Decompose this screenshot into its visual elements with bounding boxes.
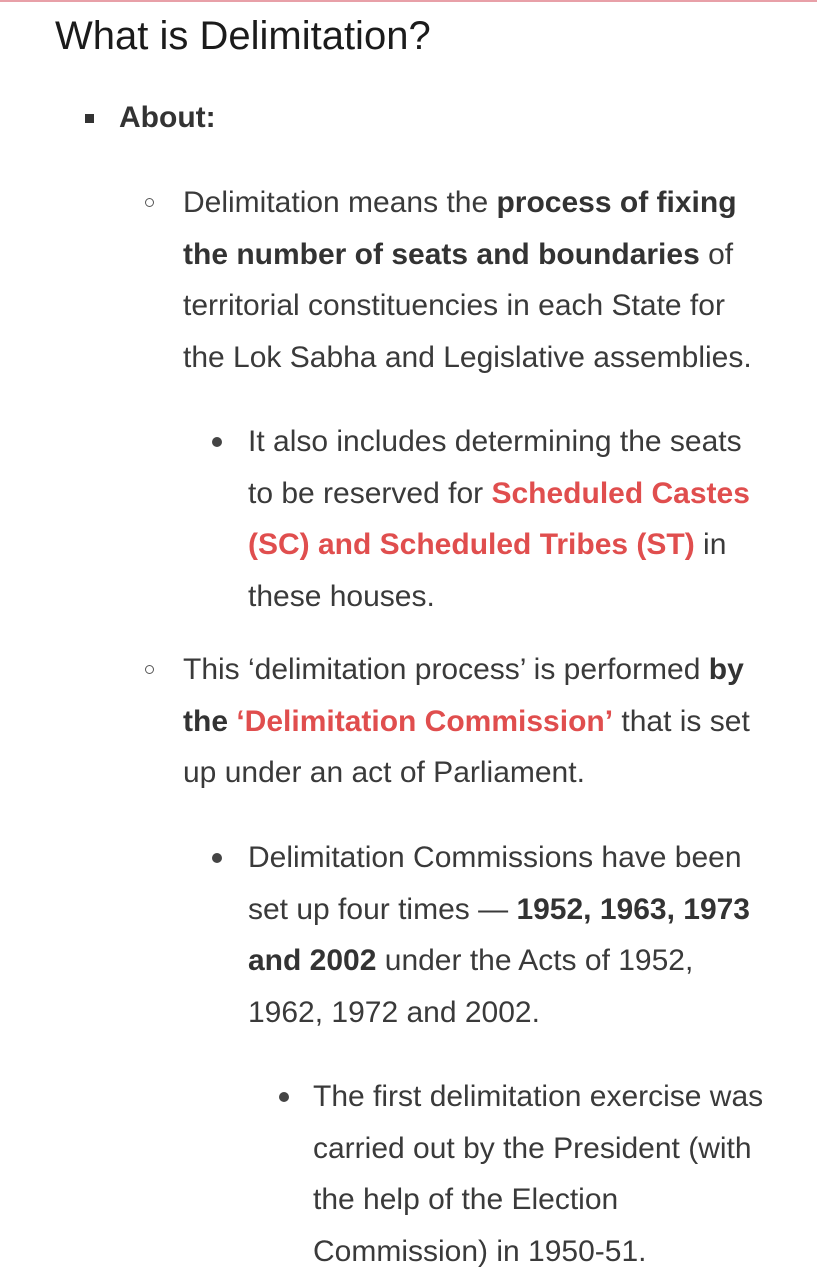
square-bullet-icon [85, 114, 94, 123]
disc-bullet-icon [212, 437, 222, 447]
bold-segment: 1952, 1963, 1973 [516, 892, 750, 926]
text-line: carried out by the President (with [313, 1131, 752, 1165]
text-line: the help of the Election [313, 1183, 619, 1216]
text-line: Commission) in 1950-51. [313, 1234, 647, 1268]
text-line: the Lok Sabha and Legislative assemblies. [183, 340, 752, 374]
text-line: It also includes determining the seats [248, 425, 742, 458]
bold-segment: the number of seats and boundaries [183, 237, 700, 271]
circle-bullet-icon [145, 665, 154, 674]
delimitation-commission-link[interactable]: ‘Delimitation Commission’ [228, 704, 614, 738]
commissions-history [248, 832, 750, 1038]
delimitation-process-note [183, 644, 750, 799]
text-line: Delimitation Commissions have been [248, 841, 742, 874]
text-segment: that is set [613, 704, 750, 738]
text-line: 1962, 1972 and 2002. [248, 995, 540, 1029]
page-title: What is Delimitation? [55, 14, 431, 58]
first-delimitation-note [313, 1071, 763, 1277]
text-line: territorial constituencies in each State for [183, 289, 725, 322]
disc-bullet-icon [279, 1092, 289, 1102]
bold-segment: by [708, 653, 744, 686]
delimitation-definition [183, 177, 752, 383]
about-heading: About: [119, 101, 216, 134]
disc-bullet-icon [212, 853, 222, 863]
bold-segment: the [183, 704, 228, 738]
top-accent-rule [0, 0, 817, 2]
highlight-link[interactable]: Scheduled Castes [491, 476, 750, 510]
text-line: these houses. [248, 579, 435, 613]
highlight-link[interactable]: (SC) and Scheduled Tribes (ST) [248, 528, 695, 561]
text-segment: in [694, 528, 727, 561]
text-segment: Delimitation means the [183, 186, 497, 219]
text-line: The first delimitation exercise was [313, 1080, 764, 1113]
text-segment: set up four times — [248, 892, 517, 926]
bold-segment: process of fixing [496, 186, 737, 219]
text-segment: under the Acts of 1952, [376, 944, 694, 977]
reserved-seats-note [248, 416, 750, 622]
text-segment: This ‘delimitation process’ is performed [183, 653, 709, 686]
circle-bullet-icon [145, 198, 154, 207]
text-segment: to be reserved for [248, 476, 492, 510]
text-line: up under an act of Parliament. [183, 756, 585, 789]
text-segment: of [699, 237, 734, 271]
bold-segment: and 2002 [248, 944, 377, 977]
